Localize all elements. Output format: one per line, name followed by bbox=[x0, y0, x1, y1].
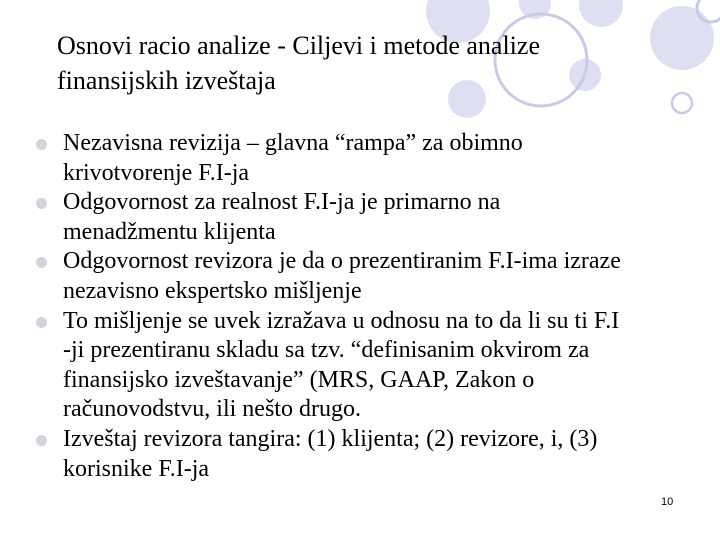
bullet-dot-icon bbox=[36, 139, 47, 150]
decor-circle bbox=[672, 93, 692, 113]
bullet-line: računovodstvu, ili nešto drugo. bbox=[63, 396, 361, 423]
bullet-item bbox=[36, 188, 708, 247]
decor-circle bbox=[650, 6, 714, 70]
bullet-line: menadžmentu klijenta bbox=[63, 218, 276, 245]
bullet-line: Izveštaj revizora tangira: (1) klijenta; (2) revizore, i, (3) bbox=[63, 425, 598, 452]
bullet-line: Odgovornost za realnost F.I-ja je primarno na bbox=[63, 189, 501, 216]
bullet-line: krivotvorenje F.I-ja bbox=[63, 159, 250, 186]
bullet-line: Odgovornost revizora je da o prezentiranim F.I-ima izraze bbox=[63, 248, 621, 275]
bullet-line: To mišljenje se uvek izražava u odnosu na to da li su ti F.I bbox=[63, 307, 620, 334]
bullet-dot-icon bbox=[36, 257, 47, 268]
bullet-dot-icon bbox=[36, 435, 47, 446]
decor-circle bbox=[579, 0, 623, 27]
bullet-item bbox=[36, 247, 708, 306]
bullet-item bbox=[36, 307, 708, 425]
bullet-dot-icon bbox=[36, 317, 47, 328]
bullet-line: nezavisno ekspertsko mišljenje bbox=[63, 277, 362, 304]
bullet-line: korisnike F.I-ja bbox=[63, 455, 210, 482]
bullet-dot-icon bbox=[36, 198, 47, 209]
decor-circle bbox=[697, 0, 720, 22]
bullet-item bbox=[36, 129, 708, 188]
bullet-line: Nezavisna revizija – glavna “rampa” za obimno bbox=[63, 130, 523, 156]
bullet-line: finansijsko izveštavanje” (MRS, GAAP, Zakon o bbox=[63, 366, 535, 393]
title-line: Osnovi racio analize - Ciljevi i metode analize bbox=[57, 31, 540, 60]
bullet-line: -ji prezentiranu skladu sa tzv. “definisanim okvirom za bbox=[63, 337, 590, 364]
page-number: 10 bbox=[661, 496, 674, 508]
bullet-list bbox=[36, 129, 708, 484]
slide-title bbox=[57, 28, 617, 98]
title-line: finansijskih izveštaja bbox=[57, 66, 276, 95]
bullet-item bbox=[36, 425, 708, 484]
